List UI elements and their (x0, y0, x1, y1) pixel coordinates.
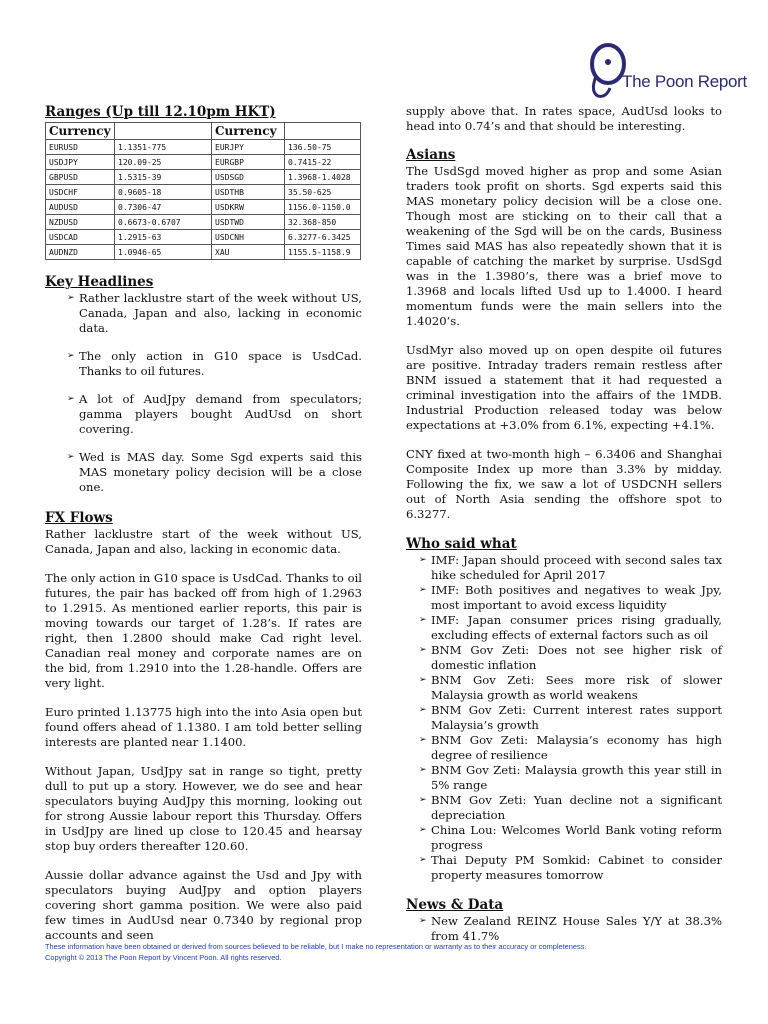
table-cell: EURUSD (46, 140, 115, 155)
arrow-bullet-icon: ➢ (419, 705, 427, 715)
table-cell: USDTWD (212, 215, 285, 230)
arrow-bullet-icon: ➢ (67, 394, 75, 404)
news-data-title: News & Data (406, 897, 504, 913)
arrow-bullet-icon: ➢ (419, 855, 427, 865)
table-cell: 35.50-625 (285, 185, 361, 200)
table-row (46, 185, 361, 200)
copyright-line: Copyright © 2013 The Poon Report by Vincent Poon. All rights reserved. (45, 953, 282, 962)
list-item-text: Rather lacklustre start of the week without US, Canada, Japan and also, lacking in economic data. (79, 291, 362, 335)
asians-paragraph: The UsdSgd moved higher as prop and some Asian traders took profit on shorts. Sgd experts said this MAS monetary policy decision will be a close one. Though most are sticking on to their call that a weakening of the Sgd will be on the cards, Business Times said MAS has also repeatedly shown that it is capable of catching the market by surprise. UsdSgd was in the 1.3980’s, there was a brief move to 1.3968 and locals lifted Usd up to 1.4000. I heard momentum funds were the main sellers into the 1.4020’s. (406, 164, 722, 328)
asians-paragraph: UsdMyr also moved up on open despite oil futures are positive. Intraday traders remain restless after BNM issued a statement that it had requested a criminal investigation into the affairs of the 1MDB. Industrial Production released today was below expectations at +3.0% from 6.1%, expecting +4.1%. (406, 343, 722, 432)
list-item (406, 643, 722, 673)
fx-flows-paragraph: Euro printed 1.13775 high into the into Asia open but found offers ahead of 1.1380. I am told better selling interests are planted near 1.1400. (45, 705, 362, 749)
list-item-text: IMF: Both positives and negatives to weak Jpy, most important to avoid excess liquidity (431, 583, 722, 612)
ranges-header: Currency (212, 123, 285, 140)
list-item (406, 914, 722, 944)
ranges-title: Ranges (Up till 12.10pm HKT) (45, 104, 276, 120)
right-column (406, 104, 722, 944)
arrow-bullet-icon: ➢ (419, 735, 427, 745)
table-cell: 1.1351-775 (115, 140, 212, 155)
table-cell: 1.5315-39 (115, 170, 212, 185)
table-cell: 1.3968-1.4028 (285, 170, 361, 185)
list-item-text: China Lou: Welcomes World Bank voting reform progress (431, 823, 722, 852)
poon-report-logo (582, 40, 752, 106)
fx-flows-paragraph: The only action in G10 space is UsdCad. Thanks to oil futures, the pair has backed off from high of 1.2963 to 1.2915. As mentioned earlier reports, this pair is moving towards our target of 1.28’s. If rates are right, then 1.2800 should make Cad right level. Canadian real money and corporate names are on the bid, from 1.2910 into the 1.28-handle. Offers are very light. (45, 571, 362, 690)
table-cell: 0.7415-22 (285, 155, 361, 170)
table-cell: XAU (212, 245, 285, 260)
asians-title: Asians (406, 147, 456, 163)
list-item-text: BNM Gov Zeti: Yuan decline not a significant depreciation (431, 793, 722, 822)
fx-flows-title: FX Flows (45, 510, 113, 526)
arrow-bullet-icon: ➢ (419, 825, 427, 835)
list-item (45, 291, 362, 336)
table-cell: USDCHF (46, 185, 115, 200)
ranges-header: Currency (46, 123, 115, 140)
list-item (45, 349, 362, 379)
table-cell: EURJPY (212, 140, 285, 155)
table-cell: 0.6673-0.6707 (115, 215, 212, 230)
table-cell: 32.368-850 (285, 215, 361, 230)
list-item (406, 553, 722, 583)
list-item (406, 853, 722, 883)
ranges-header (285, 123, 361, 140)
table-cell: 1155.5-1158.9 (285, 245, 361, 260)
table-cell: USDCNH (212, 230, 285, 245)
logo-text: The Poon Report (622, 72, 747, 91)
list-item-text: BNM Gov Zeti: Current interest rates support Malaysia’s growth (431, 703, 722, 732)
who-said-what-list (406, 553, 722, 883)
table-cell: 0.7306-47 (115, 200, 212, 215)
news-data-list (406, 914, 722, 944)
table-cell: USDCAD (46, 230, 115, 245)
list-item (45, 392, 362, 437)
left-column (45, 104, 362, 943)
table-row (46, 230, 361, 245)
list-item (406, 763, 722, 793)
list-item (406, 703, 722, 733)
list-item-text: BNM Gov Zeti: Malaysia growth this year still in 5% range (431, 763, 722, 792)
list-item-text: BNM Gov Zeti: Malaysia’s economy has high degree of resilience (431, 733, 722, 762)
list-item-text: Thai Deputy PM Somkid: Cabinet to consider property measures tomorrow (431, 853, 722, 882)
table-cell: 1.0946-65 (115, 245, 212, 260)
list-item-text: Wed is MAS day. Some Sgd experts said this MAS monetary policy decision will be a close one. (79, 450, 362, 494)
table-cell: AUDUSD (46, 200, 115, 215)
table-cell: 120.09-25 (115, 155, 212, 170)
table-cell: NZDUSD (46, 215, 115, 230)
list-item (406, 823, 722, 853)
arrow-bullet-icon: ➢ (419, 795, 427, 805)
table-cell: USDKRW (212, 200, 285, 215)
table-cell: 0.9605-18 (115, 185, 212, 200)
arrow-bullet-icon: ➢ (419, 645, 427, 655)
table-cell: 136.50-75 (285, 140, 361, 155)
list-item-text: BNM Gov Zeti: Does not see higher risk of domestic inflation (431, 643, 722, 672)
list-item-text: The only action in G10 space is UsdCad. Thanks to oil futures. (79, 349, 362, 378)
fx-flows-paragraph: Without Japan, UsdJpy sat in range so tight, pretty dull to put up a story. However, we do see and hear speculators buying AudJpy this morning, looking out for strong Aussie labour report this Thursday. Offers in UsdJpy are lined up close to 120.45 and hearsay stop buy orders thereafter 120.60. (45, 764, 362, 853)
list-item (406, 793, 722, 823)
table-row (46, 155, 361, 170)
table-row (46, 200, 361, 215)
arrow-bullet-icon: ➢ (67, 452, 75, 462)
table-cell: EURGBP (212, 155, 285, 170)
list-item-text: BNM Gov Zeti: Sees more risk of slower Malaysia growth as world weakens (431, 673, 722, 702)
ranges-header-row (46, 123, 361, 140)
arrow-bullet-icon: ➢ (419, 765, 427, 775)
arrow-bullet-icon: ➢ (419, 615, 427, 625)
arrow-bullet-icon: ➢ (67, 351, 75, 361)
table-row (46, 245, 361, 260)
list-item-text: IMF: Japan consumer prices rising gradually, excluding effects of external factors such as oil (431, 613, 722, 642)
table-row (46, 215, 361, 230)
table-cell: USDSGD (212, 170, 285, 185)
key-headlines-list (45, 291, 362, 495)
list-item (406, 673, 722, 703)
arrow-bullet-icon: ➢ (419, 675, 427, 685)
table-cell: USDJPY (46, 155, 115, 170)
table-cell: GBPUSD (46, 170, 115, 185)
list-item (45, 450, 362, 495)
table-cell: 1.2915-63 (115, 230, 212, 245)
arrow-bullet-icon: ➢ (67, 293, 75, 303)
table-cell: USDTHB (212, 185, 285, 200)
ranges-header (115, 123, 212, 140)
ranges-table (45, 122, 361, 260)
list-item-text: A lot of AudJpy demand from speculators; gamma players bought AudUsd on short covering. (79, 392, 362, 436)
list-item (406, 613, 722, 643)
list-item-text: New Zealand REINZ House Sales Y/Y at 38.3% from 41.7% (431, 914, 722, 943)
fx-flows-paragraph: Aussie dollar advance against the Usd and Jpy with speculators buying AudJpy and option players covering short gamma position. We were also paid few times in AudUsd near 0.7340 by regional prop accounts and seen (45, 868, 362, 942)
list-item (406, 733, 722, 763)
arrow-bullet-icon: ➢ (419, 555, 427, 565)
disclaimer-line: These information have been obtained or derived from sources believed to be reliable, but I make no representation or warranty as to their accuracy or completeness. (45, 942, 587, 951)
who-said-what-title: Who said what (406, 536, 517, 552)
table-cell: AUDNZD (46, 245, 115, 260)
arrow-bullet-icon: ➢ (419, 585, 427, 595)
fx-flows-paragraph: Rather lacklustre start of the week without US, Canada, Japan and also, lacking in economic data. (45, 527, 362, 556)
table-row (46, 170, 361, 185)
list-item (406, 583, 722, 613)
key-headlines-title: Key Headlines (45, 274, 154, 290)
table-cell: 6.3277-6.3425 (285, 230, 361, 245)
continuation-paragraph: supply above that. In rates space, AudUsd looks to head into 0.74’s and that should be interesting. (406, 104, 722, 133)
table-cell: 1156.0-1150.0 (285, 200, 361, 215)
arrow-bullet-icon: ➢ (419, 916, 427, 926)
list-item-text: IMF: Japan should proceed with second sales tax hike scheduled for April 2017 (431, 553, 722, 582)
table-row (46, 140, 361, 155)
asians-paragraph: CNY fixed at two-month high – 6.3406 and Shanghai Composite Index up more than 3.3% by midday. Following the fix, we saw a lot of USDCNH sellers out of North Asia sending the offshore spot to 6.3277. (406, 447, 722, 521)
disclaimer (45, 941, 745, 963)
